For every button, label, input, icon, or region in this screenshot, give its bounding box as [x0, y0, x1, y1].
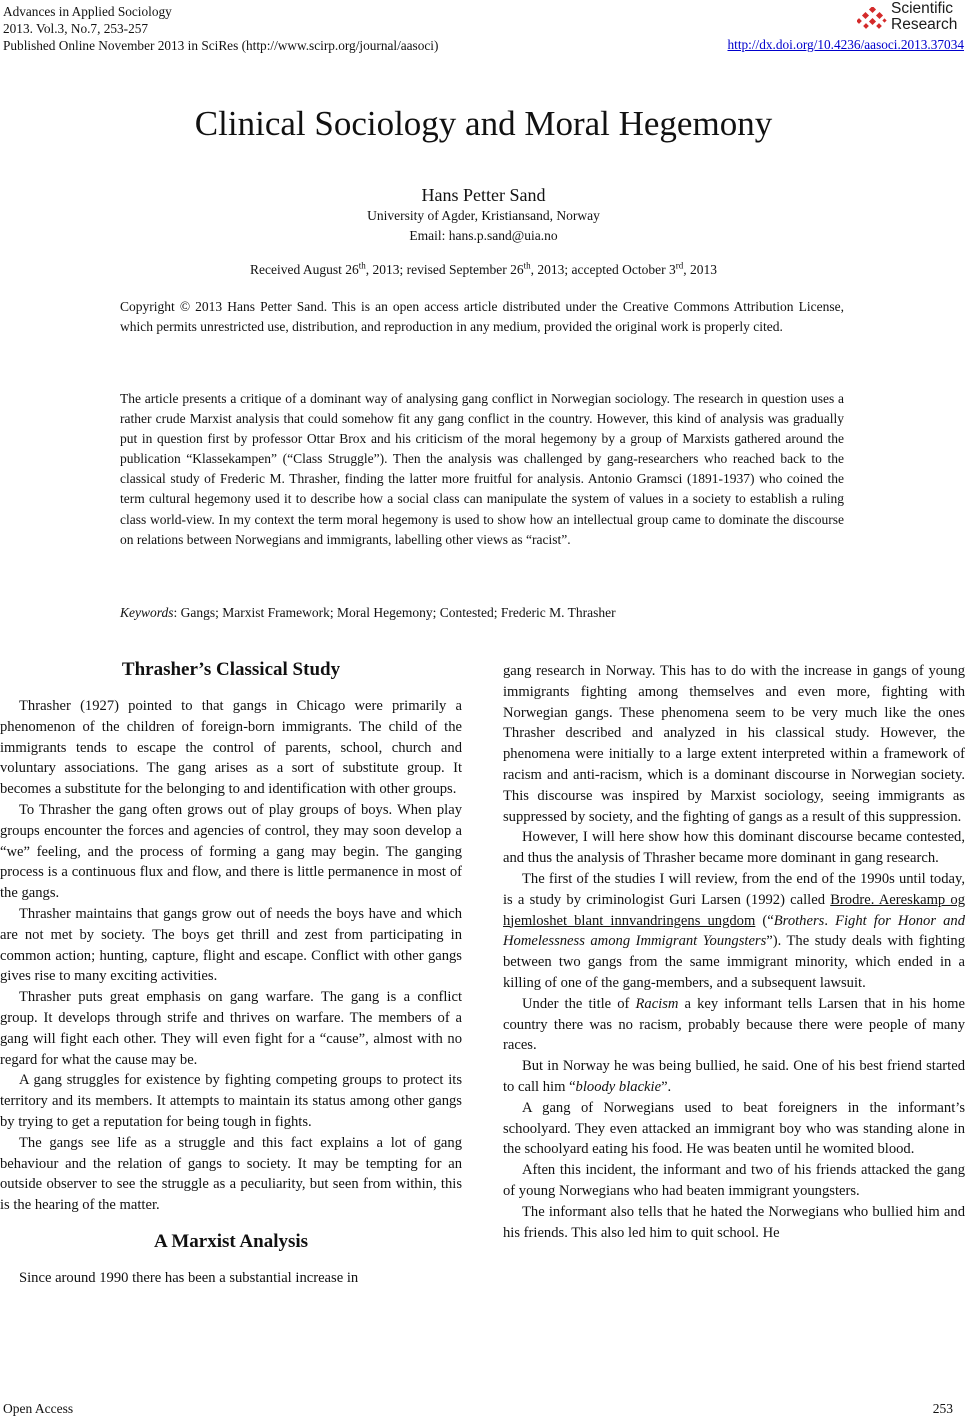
paragraph: Aften this incident, the informant and two of his friends attacked the gang of young Norwegians who had beaten immigrant youngsters.	[503, 1162, 965, 1199]
author-name: Hans Petter Sand	[421, 185, 546, 205]
keywords-label: Keywords	[120, 605, 174, 620]
section-heading: Thrasher’s Classical Study	[121, 659, 341, 680]
keywords-text: : Gangs; Marxist Framework; Moral Hegemony; Contested; Frederic M. Thrasher	[173, 605, 616, 620]
copyright-notice: Copyright © 2013 Hans Petter Sand. This is an open access article distributed under the Creative Commons Attribution License, which permits unrestricted use, distribution, and reproduction in any medium, provided the original work is properly cited.	[120, 299, 844, 334]
abstract: The article presents a critique of a dominant way of analysing gang conflict in Norwegian sociology. The research in question uses a rather crude Marxist analysis that could somehow fit any gang conflict in the country. However, this kind of analysis was gradually put in question first by professor Ottar Brox and his criticism of the moral hegemony by a group of Marxists gathered around the publication “Klassekampen” (“Class Struggle”). Then the analysis was challenged by gang-researchers who reached back to the classical study of Frederic M. Thrasher, finding the latter more fruitful for analysis. Antonio Gramsci (1891-1937) who coined the term cultural hegemony used it to describe how a social class can manipulate the system of values in a society to establish a ruling class world-view. In my context the term moral hegemony is used to show how an intellectual group came to dominate the discourse on relations between Norwegians and immigrants, labelling other views as “racist”.	[120, 391, 844, 547]
author-affiliation: University of Agder, Kristiansand, Norway	[367, 208, 600, 223]
accepted-text: , 2013; accepted October 3	[530, 262, 676, 277]
journal-header	[3, 3, 438, 54]
journal-name: Advances in Applied Sociology	[3, 4, 172, 19]
paragraph-text: .	[824, 912, 836, 929]
paragraph-text: (“	[755, 912, 774, 929]
received-text: Received August 26	[250, 262, 359, 277]
paragraph-text: ”). The study deals with fighting between two gangs from the same immigrant minority, which ended in a killing of one of the gang-members, and a subsequent lawsuit.	[503, 933, 965, 991]
paragraph	[503, 869, 965, 994]
right-column	[503, 661, 965, 1243]
paragraph: A gang of Norwegians used to beat foreigners in the informant’s schoolyard. They even attacked an immigrant boy who was standing alone in the schoolyard eating his food. He was beaten until he womited blood.	[503, 1099, 965, 1158]
paragraph: Thrasher maintains that gangs grow out of needs the boys have and which are not met by society. The boys get thrill and zest from participating in common action; hunting, capture, flight and escape. Conflict with other gangs gives rise to many exciting activities.	[0, 905, 462, 985]
accepted-sup: rd	[675, 260, 684, 271]
paragraph: Thrasher puts great emphasis on gang warfare. The gang is a conflict group. It develops through strife and thrives on warfare. The members of a gang will fight each other. They will even fight for a “cause”, almost with no regard for what the cause may be.	[0, 989, 462, 1068]
revised-text: , 2013; revised September 26	[365, 262, 524, 277]
received-dates	[0, 262, 967, 278]
paragraph	[503, 1056, 965, 1098]
article-title: Clinical Sociology and Moral Hegemony	[194, 104, 773, 143]
emphasis-racism: Racism	[635, 995, 679, 1012]
paragraph-text: But in Norway he was being bullied, he said. One of his best friend started to call him “	[503, 1058, 965, 1095]
scientific-research-logo-icon	[857, 7, 887, 31]
paragraph: gang research in Norway. This has to do with the increase in gangs of young immigrants fighting among themselves and even more, fighting with Norwegian gangs. These phenomena seem to be very much like the ones Thrasher described and analyzed in his classical study. However, the phenomena were initially to a large extent interpreted within a framework of racism and anti-racism, which is a dominant discourse in Norwegian society. This discourse was inspired by Marxist sociology, seeing immigrants as suppressed by society, and the fighting of gangs as a result of this suppression.	[503, 663, 965, 825]
paragraph: Since around 1990 there has been a substantial increase in	[19, 1269, 359, 1286]
keywords	[120, 605, 844, 621]
open-access-label: Open Access	[3, 1401, 74, 1416]
quoted-insult: bloody blackie	[575, 1078, 662, 1095]
left-column	[0, 656, 462, 1289]
translated-title: Fight for Honor and Homelessness among Immigrant Youngsters	[503, 912, 965, 950]
publication-info: Published Online November 2013 in SciRes (http://www.scirp.org/journal/aasoci)	[3, 38, 439, 53]
paragraph: Thrasher (1927) pointed to that gangs in Chicago were primarily a phenomenon of the children of foreign-born immigrants. The child of the immigrants tends to escape the control of parents, school, church and voluntary associations. The gang arises as a sort of substitute group. It becomes a substitute for the belonging to and identification with other groups.	[0, 698, 462, 798]
revised-sup: th	[523, 260, 531, 271]
journal-volume: 2013. Vol.3, No.7, 253-257	[3, 21, 149, 36]
translated-title: Brothers	[773, 912, 825, 929]
publisher-logo	[857, 1, 961, 37]
logo-text-line2: Research	[891, 16, 958, 33]
accepted-year: , 2013	[683, 262, 717, 277]
section-heading: A Marxist Analysis	[153, 1230, 309, 1252]
logo-text-line1: Scientific	[891, 0, 954, 17]
paragraph: The gangs see life as a struggle and this fact explains a lot of gang behaviour and the relation of gangs to society. It may be tempting for an outside observer to see the struggle as a peculiarity, but seen from within, this is the hearing of the matter.	[0, 1134, 462, 1214]
paragraph: To Thrasher the gang often grows out of play groups of boys. When play groups encounter the forces and agencies of control, they may soon develop a “we” feeling, and the process of forming a gang may begin. The ganging process is a continuous flux and flow, and there is little permanence in most of the gangs.	[0, 801, 462, 902]
received-sup: th	[358, 260, 366, 271]
cited-title-link: Brodre. Aereskamp og hjemloshet blant innvandringens ungdom	[503, 891, 966, 929]
paragraph-text: a key informant tells Larsen that in his home country there was no racism, probably because there were people of many races.	[503, 995, 965, 1054]
paragraph-text: ”.	[661, 1078, 672, 1095]
page-number: 253	[932, 1401, 953, 1416]
paragraph: The informant also tells that he hated the Norwegians who bullied him and his friends. This also led him to quit school. He	[503, 1203, 965, 1241]
paragraph-text: Under the title of	[522, 995, 636, 1012]
paragraph	[503, 994, 965, 1056]
paragraph: A gang struggles for existence by fighting competing groups to protect its territory and its members. It attempts to maintain its status among other gangs by trying to get a reputation for being tough in fights.	[0, 1072, 462, 1130]
paragraph-text: The first of the studies I will review, from the end of the 1990s until today, is a study by criminologist Guri Larsen (1992) called	[503, 870, 965, 908]
paragraph: However, I will here show how this dominant discourse became contested, and thus the analysis of Thrasher became more dominant in gang research.	[503, 829, 965, 867]
author-email: Email: hans.p.sand@uia.no	[409, 228, 558, 243]
doi-link[interactable]: http://dx.doi.org/10.4236/aasoci.2013.37034	[727, 37, 964, 52]
